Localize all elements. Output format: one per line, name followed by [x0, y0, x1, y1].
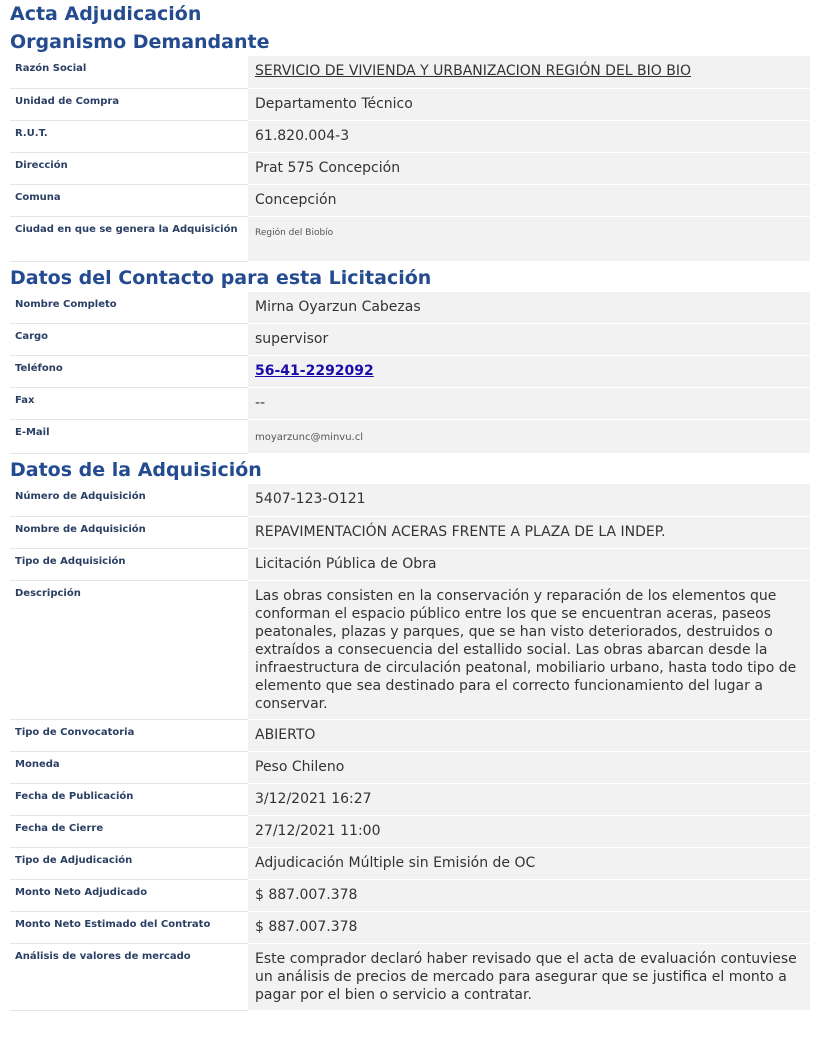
adquisicion-table: [10, 484, 810, 1011]
table-row: [10, 216, 810, 261]
field-value: 61.820.004-3: [248, 120, 810, 152]
table-row: [10, 420, 810, 454]
field-value: 5407-123-O121: [248, 484, 810, 516]
table-row: [10, 879, 810, 911]
field-label: Moneda: [10, 751, 248, 783]
section-title-organismo: Organismo Demandante: [10, 31, 270, 53]
table-row: [10, 88, 810, 120]
field-value: $ 887.007.378: [248, 879, 810, 911]
field-value: ABIERTO: [248, 719, 810, 751]
section-title-adquisicion: Datos de la Adquisición: [10, 459, 262, 481]
field-value: Licitación Pública de Obra: [248, 548, 810, 580]
field-value: Adjudicación Múltiple sin Emisión de OC: [248, 847, 810, 879]
field-value: $ 887.007.378: [248, 911, 810, 943]
field-value: moyarzunc@minvu.cl: [248, 420, 810, 454]
phone-link[interactable]: 56-41-2292092: [255, 363, 374, 379]
field-value: Mirna Oyarzun Cabezas: [248, 292, 810, 324]
field-value: [248, 56, 810, 88]
table-row: [10, 324, 810, 356]
field-value: Prat 575 Concepción: [248, 152, 810, 184]
table-row: [10, 484, 810, 516]
field-value: --: [248, 388, 810, 420]
contacto-table: [10, 292, 810, 455]
table-row: [10, 719, 810, 751]
field-label: Descripción: [10, 580, 248, 719]
field-label: Análisis de valores de mercado: [10, 943, 248, 1010]
field-label: Fax: [10, 388, 248, 420]
organismo-table: [10, 56, 810, 262]
table-row: [10, 783, 810, 815]
field-label: Comuna: [10, 184, 248, 216]
field-label: Unidad de Compra: [10, 88, 248, 120]
field-label: Cargo: [10, 324, 248, 356]
table-row: [10, 516, 810, 548]
field-value: [248, 356, 810, 388]
section-title-contacto: Datos del Contacto para esta Licitación: [10, 266, 432, 289]
field-label: E-Mail: [10, 420, 248, 454]
field-value: 3/12/2021 16:27: [248, 783, 810, 815]
field-label: Teléfono: [10, 356, 248, 388]
field-value: Región del Biobío: [248, 216, 810, 261]
field-label: Dirección: [10, 152, 248, 184]
table-row: [10, 356, 810, 388]
page-title: Acta Adjudicación: [10, 3, 202, 25]
field-label: Tipo de Adjudicación: [10, 847, 248, 879]
field-value: Peso Chileno: [248, 751, 810, 783]
field-label: Número de Adquisición: [10, 484, 248, 516]
field-label: R.U.T.: [10, 120, 248, 152]
table-row: [10, 120, 810, 152]
field-value: Concepción: [248, 184, 810, 216]
field-value: Las obras consisten en la conservación y reparación de los elementos que conforman el espacio público entre los que se encuentran aceras, paseos peatonales, plazas y parques, que se han visto deteriorados, destruidos o extraídos a consecuencia del estallido social. Las obras abarcan desde la infraestructura de circulación peatonal, mobiliario urbano, hasta todo tipo de elemento que sea destinado para el correcto funcionamiento del lugar a conservar.: [248, 580, 810, 719]
field-label: Fecha de Publicación: [10, 783, 248, 815]
table-row: [10, 56, 810, 88]
table-row: [10, 911, 810, 943]
field-label: Razón Social: [10, 56, 248, 88]
table-row: [10, 580, 810, 719]
field-value: Departamento Técnico: [248, 88, 810, 120]
table-row: [10, 751, 810, 783]
field-label: Nombre de Adquisición: [10, 516, 248, 548]
table-row: [10, 152, 810, 184]
field-label: Fecha de Cierre: [10, 815, 248, 847]
field-value: 27/12/2021 11:00: [248, 815, 810, 847]
field-value: REPAVIMENTACIÓN ACERAS FRENTE A PLAZA DE LA INDEP.: [248, 516, 810, 548]
field-label: Monto Neto Adjudicado: [10, 879, 248, 911]
field-label: Ciudad en que se genera la Adquisición: [10, 216, 248, 261]
table-row: [10, 292, 810, 324]
table-row: [10, 815, 810, 847]
table-row: [10, 847, 810, 879]
razon-social-link[interactable]: SERVICIO DE VIVIENDA Y URBANIZACION REGIÓN DEL BIO BIO: [255, 63, 691, 79]
table-row: [10, 943, 810, 1010]
field-label: Tipo de Adquisición: [10, 548, 248, 580]
table-row: [10, 388, 810, 420]
field-value: Este comprador declaró haber revisado que el acta de evaluación contuviese un análisis de precios de mercado para asegurar que se justifica el monto a pagar por el bien o servicio a contratar.: [248, 943, 810, 1010]
table-row: [10, 184, 810, 216]
field-label: Monto Neto Estimado del Contrato: [10, 911, 248, 943]
field-value: supervisor: [248, 324, 810, 356]
field-label: Nombre Completo: [10, 292, 248, 324]
table-row: [10, 548, 810, 580]
field-label: Tipo de Convocatoria: [10, 719, 248, 751]
